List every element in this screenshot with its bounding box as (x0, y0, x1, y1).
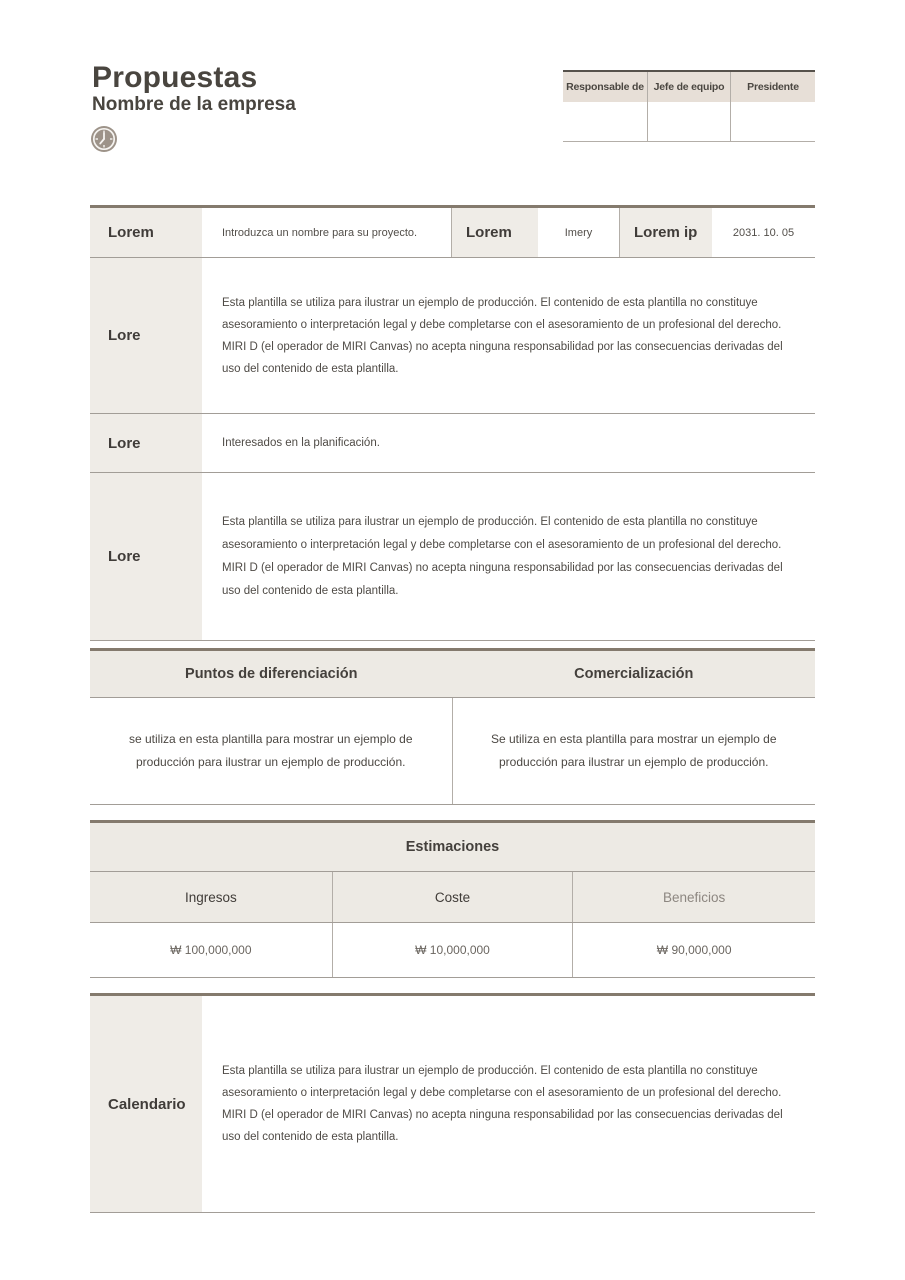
approval-header-president: Presidente (731, 72, 815, 102)
stakeholders-row (90, 414, 815, 473)
background-row (90, 473, 815, 641)
estimates-table (90, 820, 815, 978)
comparison-body-row (90, 698, 815, 805)
approval-header-manager: Responsable de (563, 72, 647, 102)
background-text: Esta plantilla se utiliza para ilustrar un ejemplo de producción. El contenido de esta plantilla no constituye asesoramiento o interpretación legal y debe completarse con el asesoramiento de un profesional del derecho. MIRI D (el operador de MIRI Canvas) no acepta ninguna responsabilidad por las consecuencias derivadas del uso del contenido de esta plantilla. (222, 515, 783, 597)
stakeholders-text: Interesados en la planificación. (222, 437, 380, 449)
approval-table (563, 70, 815, 142)
project-date-value: 2031. 10. 05 (732, 226, 795, 239)
cost-value: ₩ 10,000,000 (332, 923, 574, 977)
background-label: Lore (90, 473, 202, 640)
estimates-title: Estimaciones (90, 823, 815, 872)
differentiation-text: se utiliza en esta plantilla para mostrar un ejemplo de producción para ilustrar un ejemplo de producción. (90, 698, 453, 804)
project-date-label: Lorem ip (620, 208, 712, 257)
estimates-header-row (90, 872, 815, 923)
project-info-table (90, 205, 815, 641)
project-name-row (90, 208, 815, 258)
project-overview-text: Esta plantilla se utiliza para ilustrar un ejemplo de producción. El contenido de esta plantilla no constituye asesoramiento o interpretación legal y debe completarse con el asesoramiento de un profesional del derecho. MIRI D (el operador de MIRI Canvas) no acepta ninguna responsabilidad por las consecuencias derivadas del uso del contenido de esta plantilla. (222, 296, 783, 375)
project-name-label: Lorem (90, 208, 202, 257)
profit-header: Beneficios (662, 889, 726, 905)
income-value: ₩ 100,000,000 (170, 943, 252, 957)
schedule-label: Calendario (90, 996, 202, 1212)
approval-sign-cell-president (731, 102, 815, 141)
approval-sign-cell-manager (563, 102, 647, 141)
approval-header-teamlead: Jefe de equipo (648, 72, 730, 102)
page-title: Propuestas (92, 61, 258, 94)
schedule-row (90, 996, 815, 1213)
schedule-table (90, 993, 815, 1213)
company-name: Nombre de la empresa (92, 94, 296, 115)
approval-column-teamlead (647, 72, 731, 141)
commercialization-text: Se utiliza en esta plantilla para mostrar un ejemplo de producción para ilustrar un ejemplo de producción. (491, 732, 777, 769)
comparison-table (90, 648, 815, 805)
project-owner-value: Imery (538, 208, 620, 257)
profit-value: ₩ 90,000,000 (656, 943, 732, 957)
approval-column-manager (563, 72, 647, 141)
header (92, 62, 296, 116)
approval-sign-cell-teamlead (648, 102, 730, 141)
income-header: Ingresos (184, 889, 237, 905)
project-overview-row (90, 258, 815, 414)
commercialization-header: Comercialización (574, 666, 694, 682)
project-overview-label: Lore (90, 258, 202, 413)
approval-column-president (731, 72, 815, 141)
stakeholders-label: Lore (90, 414, 202, 472)
project-owner-label: Lorem (452, 208, 538, 257)
clock-icon (90, 125, 118, 153)
schedule-text: Esta plantilla se utiliza para ilustrar un ejemplo de producción. El contenido de esta plantilla no constituye asesoramiento o interpretación legal y debe completarse con el asesoramiento de un profesional del derecho. MIRI D (el operador de MIRI Canvas) no acepta ninguna responsabilidad por las consecuencias derivadas del uso del contenido de esta plantilla. (222, 1065, 783, 1143)
estimates-value-row (90, 923, 815, 978)
comparison-header-row (90, 651, 815, 698)
cost-header: Coste (332, 872, 574, 922)
differentiation-header: Puntos de diferenciación (185, 666, 358, 682)
project-name-value: Introduzca un nombre para su proyecto. (202, 208, 452, 257)
